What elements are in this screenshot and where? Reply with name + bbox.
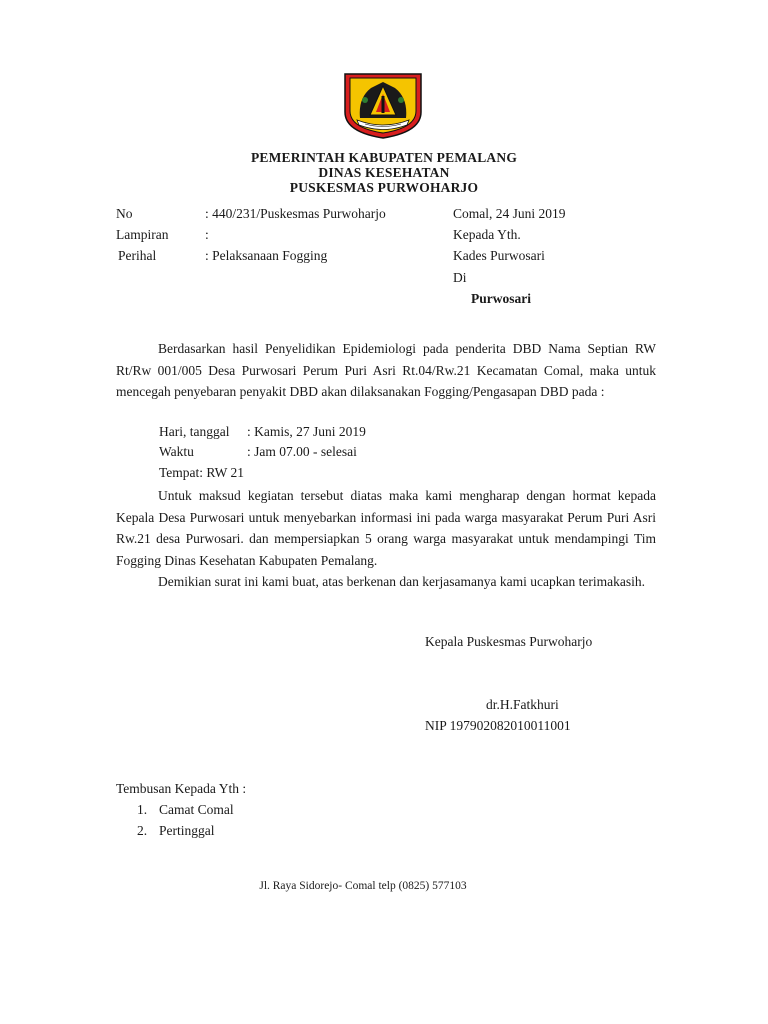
- schedule-time-label: Waktu: [159, 444, 194, 459]
- body-paragraph-3: Demikian surat ini kami buat, atas berkenan dan kerjasamanya kami ucapkan terimakasih.: [158, 574, 645, 589]
- cc-item-text: Camat Comal: [159, 802, 234, 817]
- recipient-at: Di: [453, 270, 467, 285]
- footer-address: Jl. Raya Sidorejo- Comal telp (0825) 577103: [259, 880, 467, 892]
- cc-item-number: 2.: [137, 823, 148, 838]
- schedule-day-label: Hari, tanggal: [159, 424, 230, 439]
- letterhead-department: DINAS KESEHATAN: [318, 165, 450, 180]
- cc-heading: Tembusan Kepada Yth :: [116, 781, 247, 796]
- recipient-name: Kades Purwosari: [453, 248, 545, 263]
- schedule-day-value: : Kamis, 27 Juni 2019: [247, 424, 366, 439]
- schedule-time-value: : Jam 07.00 - selesai: [247, 444, 357, 459]
- no-value: : 440/231/Puskesmas Purwoharjo: [205, 206, 386, 221]
- cc-item-text: Pertinggal: [159, 823, 215, 838]
- signature-name: dr.H.Fatkhuri: [486, 697, 559, 712]
- recipient-place: Purwosari: [471, 291, 531, 306]
- signature-title: Kepala Puskesmas Purwoharjo: [425, 634, 593, 649]
- perihal-label: Perihal: [118, 248, 157, 263]
- regency-emblem-logo: [343, 72, 423, 140]
- perihal-value: : Pelaksanaan Fogging: [205, 248, 328, 263]
- no-label: No: [116, 206, 133, 221]
- body-paragraph-1: Berdasarkan hasil Penyelidikan Epidemiologi pada penderita DBD Nama Septian RW Rt/Rw 001/005 Desa Purwosari Perum Puri Asri Rt.04/Rw.21 Kecamatan Comal, maka untuk mencegah penyebaran penyakit DBD akan dilaksanakan Fogging/Pengasapan DBD pada :: [116, 341, 656, 399]
- cc-item-number: 1.: [137, 802, 148, 817]
- letterhead-puskesmas: PUSKESMAS PURWOHARJO: [289, 180, 479, 195]
- body-paragraph-2: Untuk maksud kegiatan tersebut diatas maka kami mengharap dengan hormat kepada Kepala Desa Purwosari untuk menyebarkan informasi ini pada warga masyarakat Perum Puri Asri Rw.21 desa Purwosari. dan mempersiapkan 5 orang warga masyarakat untuk mendampingi Tim Fogging Dinas Kesehatan Kabupaten Pemalang.: [116, 488, 656, 568]
- schedule-place: Tempat: RW 21: [159, 465, 245, 480]
- recipient-salutation: Kepada Yth.: [453, 227, 521, 242]
- lampiran-label: Lampiran: [116, 227, 169, 242]
- lampiran-value: :: [205, 227, 209, 242]
- letterhead-government: PEMERINTAH KABUPATEN PEMALANG: [250, 150, 518, 165]
- signature-nip: NIP 197902082010011001: [425, 718, 571, 733]
- letter-date: Comal, 24 Juni 2019: [453, 206, 566, 221]
